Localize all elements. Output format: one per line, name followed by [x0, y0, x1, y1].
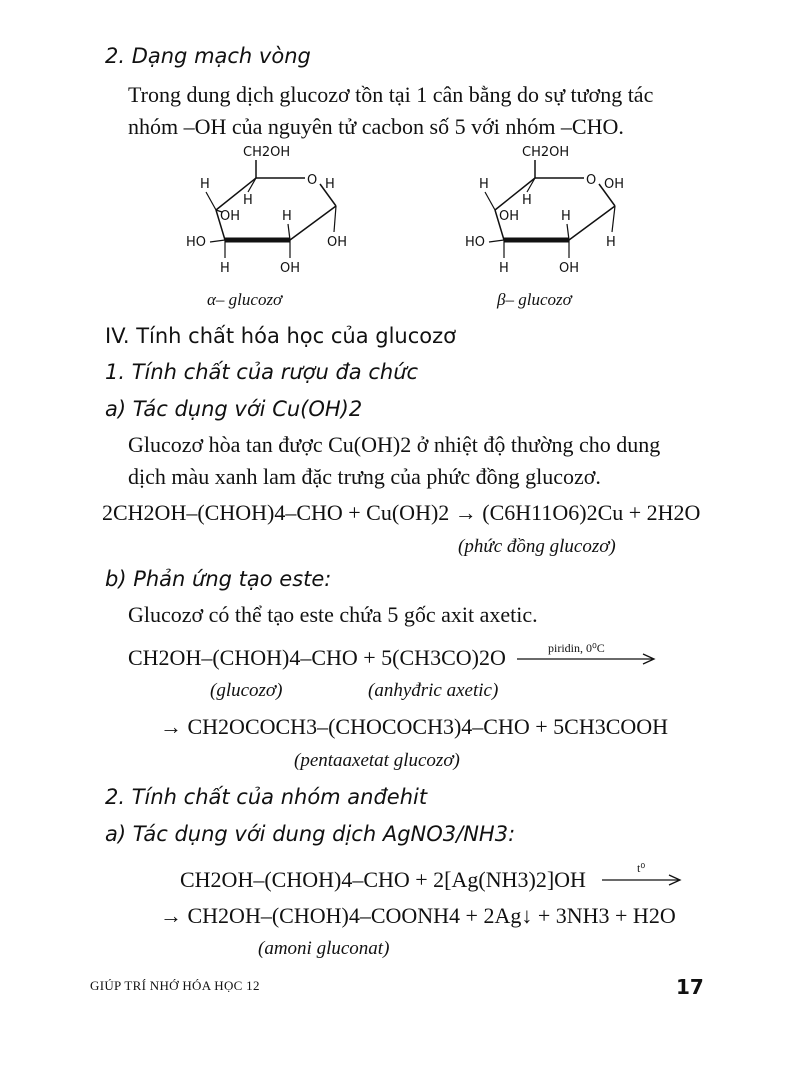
paragraph-line: Trong dung dịch glucozơ tồn tại 1 cân bằng do sự tương tác	[128, 82, 654, 107]
section-heading-ring: 2. Dạng mạch vòng	[105, 44, 311, 68]
struct-label: H	[522, 193, 532, 208]
struct-label: H	[325, 177, 335, 192]
page-number: 17	[676, 975, 704, 999]
struct-label: OH	[499, 209, 520, 224]
struct-label: H	[561, 209, 571, 224]
equation: → CH2OH–(CHOH)4–COONH4 + 2Ag↓ + 3NH3 + H2O	[160, 903, 676, 928]
book-title-footer: GIÚP TRÍ NHỚ HÓA HỌC 12	[90, 978, 260, 993]
equation-note: (pentaaxetat glucozơ)	[294, 750, 460, 771]
reaction-condition: t⁰	[637, 861, 646, 875]
struct-label: OH	[327, 235, 348, 250]
subheading: b) Phản ứng tạo este:	[105, 567, 332, 591]
struct-label: H	[499, 261, 509, 276]
subheading: 2. Tính chất của nhóm anđehit	[105, 785, 428, 809]
struct-label: OH	[220, 209, 241, 224]
struct-label: HO	[186, 235, 207, 250]
equation-note: (glucozơ)	[210, 680, 283, 701]
subheading: 1. Tính chất của rượu đa chức	[105, 360, 419, 384]
paragraph-line: dịch màu xanh lam đặc trưng của phức đồng glucozơ.	[128, 464, 601, 489]
alpha-glucose-caption: α– glucozơ	[207, 290, 283, 309]
struct-label: H	[200, 177, 210, 192]
struct-label: H	[243, 193, 253, 208]
struct-label: O	[586, 173, 597, 188]
struct-label: OH	[604, 177, 625, 192]
section-heading-iv: IV. Tính chất hóa học của glucozơ	[105, 324, 457, 348]
equation: → CH2OCOCH3–(CHOCOCH3)4–CHO + 5CH3COOH	[160, 714, 669, 739]
paragraph-line: Glucozơ hòa tan được Cu(OH)2 ở nhiệt độ thường cho dung	[128, 432, 661, 457]
reaction-arrow	[515, 650, 660, 666]
equation: CH2OH–(CHOH)4–CHO + 5(CH3CO)2O	[128, 645, 506, 670]
paragraph-line: Glucozơ có thể tạo este chứa 5 gốc axit axetic.	[128, 602, 538, 627]
struct-label: H	[220, 261, 230, 276]
struct-label: OH	[280, 261, 301, 276]
subheading: a) Tác dụng với dung dịch AgNO3/NH3:	[105, 822, 516, 846]
beta-glucose-structure	[465, 145, 624, 276]
struct-label: CH2OH	[522, 145, 570, 160]
struct-label: H	[479, 177, 489, 192]
struct-label: HO	[465, 235, 486, 250]
subheading: a) Tác dụng với Cu(OH)2	[105, 397, 363, 421]
reaction-arrow	[600, 871, 685, 887]
alpha-glucose-structure	[186, 145, 347, 276]
beta-glucose-caption: β– glucozơ	[497, 290, 572, 309]
struct-label: H	[282, 209, 292, 224]
equation: 2CH2OH–(CHOH)4–CHO + Cu(OH)2 → (C6H11O6)2Cu + 2H2O	[102, 500, 701, 525]
equation-note: (amoni gluconat)	[258, 938, 390, 959]
struct-label: H	[606, 235, 616, 250]
equation-note: (phức đồng glucozơ)	[458, 536, 616, 557]
struct-label: CH2OH	[243, 145, 291, 160]
equation: CH2OH–(CHOH)4–CHO + 2[Ag(NH3)2]OH	[180, 867, 586, 892]
reaction-condition: piridin, 0⁰C	[548, 641, 605, 655]
struct-label: O	[307, 173, 318, 188]
paragraph-line: nhóm –OH của nguyên tử cacbon số 5 với nhóm –CHO.	[128, 114, 624, 139]
struct-label: OH	[559, 261, 580, 276]
equation-note: (anhyđric axetic)	[368, 680, 499, 701]
glucose-structures	[0, 140, 800, 320]
